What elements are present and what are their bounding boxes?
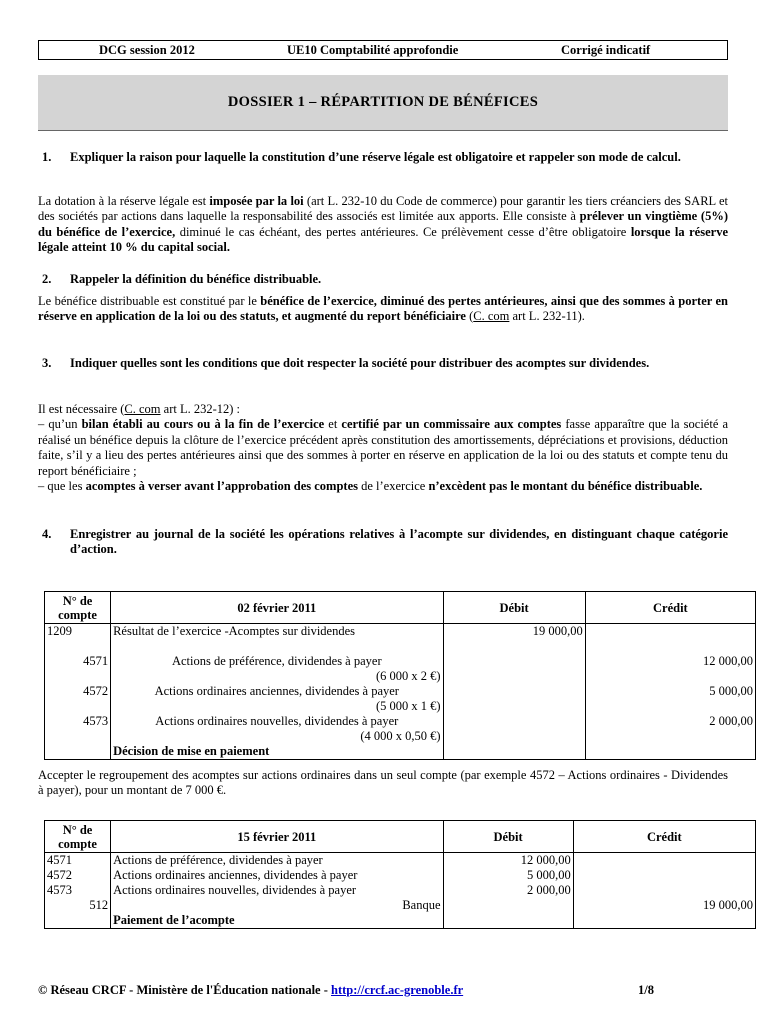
debit-amount <box>446 714 583 729</box>
debit-amount: 19 000,00 <box>532 624 583 638</box>
condition-2 <box>38 479 728 494</box>
credit-amount <box>588 669 753 684</box>
account-number: 4572 <box>83 684 109 698</box>
account-number: 4573 <box>83 714 109 728</box>
question-text: Enregistrer au journal de la société les opérations relatives à l’acompte sur dividendes, en distinguant chaque catégorie d’action. <box>70 527 728 556</box>
code-reference: C. com <box>473 309 510 324</box>
debit-amount: 2 000,00 <box>526 883 571 897</box>
question-text: Rappeler la définition du bénéfice distribuable. <box>70 272 322 286</box>
answer-bold: bénéfice de l’exercice, diminué des pertes antérieures, ainsi que des sommes à porter en réserve en application de la loi ou des statuts, et augmenté du report bénéficiaire <box>38 294 728 324</box>
site-link[interactable]: http://crcf.ac-grenoble.fr <box>331 983 464 997</box>
debit-amount <box>446 744 583 759</box>
credit-amount <box>588 744 753 759</box>
entry-label: Banque <box>402 898 441 912</box>
credit-amount <box>588 624 753 639</box>
credit-amount <box>588 729 753 744</box>
answer-text: – que les <box>38 479 86 494</box>
debits-cell <box>443 624 585 760</box>
journal-header-row <box>45 821 756 853</box>
account-number <box>47 639 108 654</box>
answer-text: Le bénéfice distribuable est constitué par le <box>38 294 261 308</box>
answer-text: ( <box>465 309 474 324</box>
entry-label: Actions ordinaires nouvelles, dividendes à payer <box>113 883 357 897</box>
accounts-cell <box>45 624 111 760</box>
account-number <box>47 913 108 928</box>
accounts-cell <box>45 853 111 929</box>
answer-text: fasse apparaître que la société a réalisé un bénéfice depuis la clôture de l’exercice précédent après constitution des amortissements, dépréciations et provisions, déduction faite, s’il y a lieu des pertes antérieures ainsi que des sommes à porter en réserve en application de la loi ou des statuts et compte tenu du report bénéficiaire ; <box>38 417 728 478</box>
answer-1 <box>38 194 728 256</box>
debit-amount <box>446 669 583 684</box>
question-number: 4. <box>42 527 52 541</box>
debit-amount <box>446 913 571 928</box>
answer-bold: acomptes à verser avant l’approbation des comptes <box>85 479 358 494</box>
account-number <box>47 744 108 759</box>
answer-text: Il est nécessaire ( <box>38 402 125 416</box>
question-number: 3. <box>42 356 52 370</box>
credit-amount <box>576 868 753 883</box>
answer-text: diminué le cas échéant, des pertes antérieures. Ce prélèvement cesse d’être obligatoire <box>175 224 631 239</box>
page-footer <box>38 983 728 998</box>
col-credit: Crédit <box>573 821 755 853</box>
account-number: 4571 <box>83 654 109 668</box>
credit-amount <box>576 853 753 868</box>
credit-amount <box>576 883 753 898</box>
account-number <box>47 699 108 714</box>
account-number: 4573 <box>47 883 72 897</box>
credit-amount: 19 000,00 <box>703 898 753 912</box>
labels-cell <box>111 624 443 760</box>
account-number: 1209 <box>47 624 72 638</box>
credits-cell <box>573 853 755 929</box>
entry-label: Résultat de l’exercice -Acomptes sur dividendes <box>113 624 356 638</box>
answer-2 <box>38 294 728 325</box>
col-account: N° de compte <box>45 592 111 624</box>
answer-text: La dotation à la réserve légale est <box>38 194 210 208</box>
col-debit: Débit <box>443 821 573 853</box>
debit-amount <box>446 639 583 654</box>
journal-table-2 <box>44 820 756 929</box>
debit-amount <box>446 699 583 714</box>
journal-table-1 <box>44 591 756 760</box>
answer-intro <box>38 402 728 417</box>
credit-amount <box>588 639 753 654</box>
entry-description: Paiement de l’acompte <box>113 913 235 927</box>
col-date: 15 février 2011 <box>111 821 443 853</box>
answer-bold: bilan établi au cours ou à la fin de l’exercice <box>81 417 325 432</box>
journal-body-row <box>45 624 756 760</box>
entry-label: Actions ordinaires nouvelles, dividendes à payer <box>155 714 399 728</box>
col-credit: Crédit <box>585 592 755 624</box>
entry-detail: (4 000 x 0,50 €) <box>360 729 441 743</box>
debit-amount: 12 000,00 <box>520 853 571 867</box>
dossier-title: DOSSIER 1 – RÉPARTITION DE BÉNÉFICES <box>38 75 728 131</box>
document-header <box>38 40 728 60</box>
debit-amount: 5 000,00 <box>526 868 571 882</box>
answer-bold: certifié par un commissaire aux comptes <box>341 417 562 432</box>
entry-label: Actions de préférence, dividendes à payer <box>113 853 323 867</box>
answer-bold: prélever un vingtième (5%) du bénéfice de l’exercice, <box>38 209 728 239</box>
header-type: Corrigé indicatif <box>561 43 651 57</box>
credit-amount: 2 000,00 <box>709 714 753 728</box>
col-debit: Débit <box>443 592 585 624</box>
code-reference: C. com <box>124 402 161 416</box>
entry-detail: (5 000 x 1 €) <box>375 699 441 713</box>
account-number <box>47 669 108 684</box>
entry-label: Actions de préférence, dividendes à payer <box>171 654 382 668</box>
entry-label: Actions ordinaires anciennes, dividendes à payer <box>113 868 358 882</box>
question-number: 1. <box>42 150 52 164</box>
debit-amount <box>446 729 583 744</box>
entry-description: Décision de mise en paiement <box>113 744 270 758</box>
answer-bold: lorsque la réserve légale atteint 10 % du capital social. <box>38 224 728 255</box>
col-account: N° de compte <box>45 821 111 853</box>
col-date: 02 février 2011 <box>111 592 443 624</box>
debit-amount <box>446 684 583 699</box>
question-text: Expliquer la raison pour laquelle la constitution d’une réserve légale est obligatoire et rappeler son mode de calcul. <box>70 150 681 164</box>
credits-cell <box>585 624 755 760</box>
account-number <box>47 729 108 744</box>
answer-bold: n’excèdent pas le montant du bénéfice distribuable. <box>428 479 703 494</box>
answer-text: de l’exercice <box>358 479 429 494</box>
account-number: 512 <box>89 898 109 912</box>
debits-cell <box>443 853 573 929</box>
grouping-note: Accepter le regroupement des acomptes sur actions ordinaires dans un seul compte (par exemple 4572 – Actions ordinaires - Dividendes à payer), pour un montant de 7 000 €. <box>38 768 728 798</box>
credit-amount: 12 000,00 <box>703 654 753 668</box>
copyright: © Réseau CRCF - Ministère de l'Éducation nationale - <box>38 983 332 997</box>
answer-text: – qu’un <box>38 417 82 432</box>
answer-text: (art L. 232-10 du Code de commerce) pour garantir les tiers créanciers des SARL et des sociétés par actions dans laquelle la responsabilité des associés est limitée aux apports. Elle consiste à <box>38 194 728 224</box>
page-number: 1/8 <box>638 983 654 997</box>
header-session: DCG session 2012 <box>99 43 195 57</box>
entry-label <box>113 639 440 654</box>
account-number: 4572 <box>47 868 72 882</box>
condition-1 <box>38 417 728 479</box>
debit-amount <box>446 654 583 669</box>
credit-amount <box>576 913 753 928</box>
answer-text: art L. 232-12) : <box>160 402 241 416</box>
answer-text: art L. 232-11). <box>509 309 585 324</box>
debit-amount <box>446 898 571 913</box>
journal-header-row <box>45 592 756 624</box>
answer-bold: imposée par la loi <box>209 194 304 208</box>
labels-cell <box>111 853 443 929</box>
account-number: 4571 <box>47 853 72 867</box>
answer-text: et <box>324 417 342 432</box>
question-text: Indiquer quelles sont les conditions que doit respecter la société pour distribuer des acomptes sur dividendes. <box>70 356 650 370</box>
header-ue: UE10 Comptabilité approfondie <box>287 43 459 57</box>
credit-amount: 5 000,00 <box>709 684 753 698</box>
credit-amount <box>588 699 753 714</box>
entry-detail: (6 000 x 2 €) <box>375 669 441 683</box>
journal-body-row <box>45 853 756 929</box>
entry-label: Actions ordinaires anciennes, dividendes à payer <box>154 684 399 698</box>
question-number: 2. <box>42 272 52 286</box>
answer-3 <box>38 402 728 494</box>
